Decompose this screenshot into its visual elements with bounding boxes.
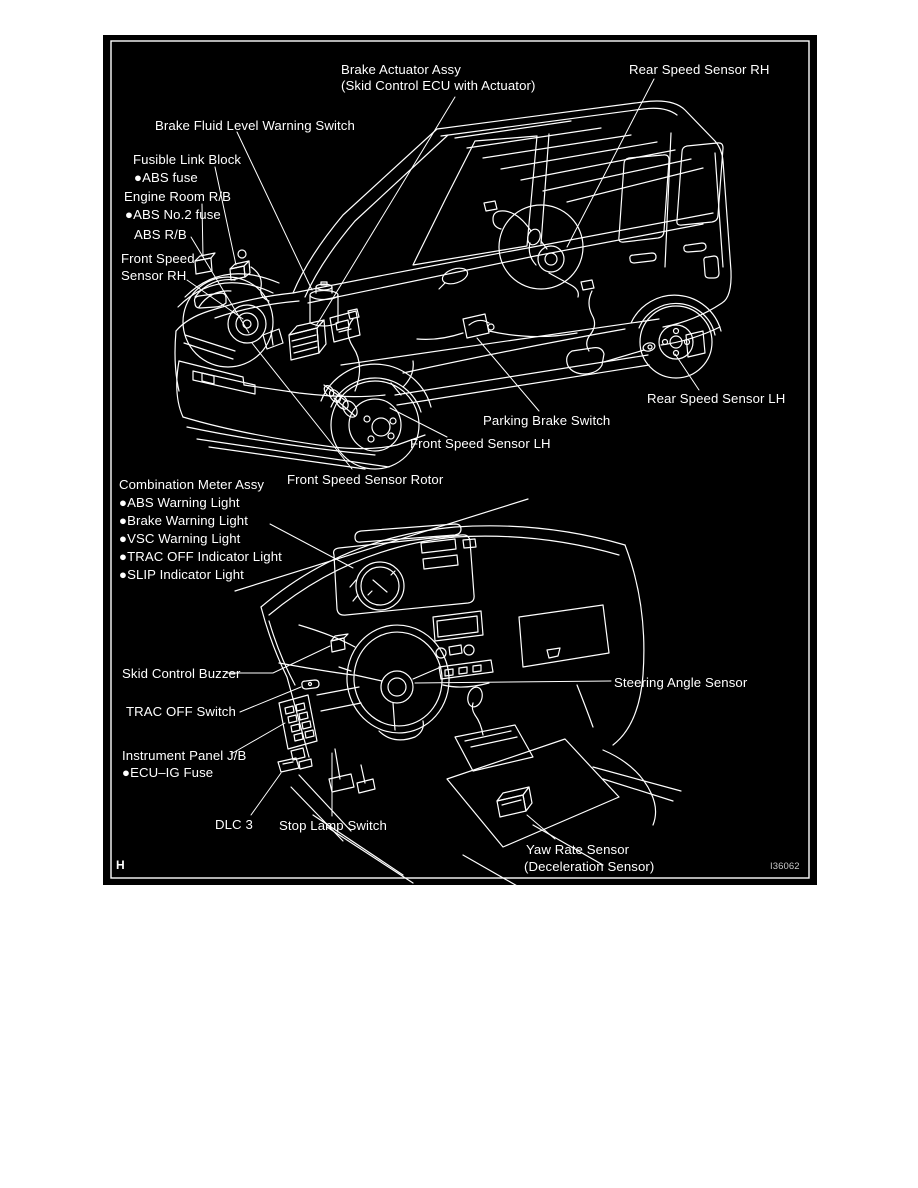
label-yaw-rate-sensor-1: Yaw Rate Sensor [526, 842, 630, 857]
corner-mark: H [116, 858, 125, 872]
component-location-diagram [103, 35, 817, 885]
label-abs-warning-light: ●ABS Warning Light [119, 495, 240, 510]
label-stop-lamp-switch: Stop Lamp Switch [279, 818, 387, 833]
label-rear-speed-sensor-lh: Rear Speed Sensor LH [647, 391, 786, 406]
label-brake-warning-light: ●Brake Warning Light [119, 513, 248, 528]
figure-code: I36062 [770, 861, 800, 872]
label-fusible-link-block: Fusible Link Block [133, 152, 242, 167]
label-brake-fluid-level-warning-switch: Brake Fluid Level Warning Switch [155, 118, 355, 133]
label-skid-control-buzzer: Skid Control Buzzer [122, 666, 241, 681]
label-front-speed-sensor-rotor: Front Speed Sensor Rotor [287, 472, 444, 487]
label-slip-indicator-light: ●SLIP Indicator Light [119, 567, 244, 582]
label-yaw-rate-sensor-2: (Deceleration Sensor) [524, 859, 655, 874]
label-instrument-panel-jb: Instrument Panel J/B [122, 748, 247, 763]
exterior-vehicle-drawing [175, 101, 731, 469]
label-brake-actuator-assy: Brake Actuator Assy [341, 62, 461, 77]
label-steering-angle-sensor: Steering Angle Sensor [614, 675, 748, 690]
label-vsc-warning-light: ●VSC Warning Light [119, 531, 241, 546]
label-trac-off-switch: TRAC OFF Switch [126, 704, 236, 719]
label-front-speed-sensor-lh: Front Speed Sensor LH [410, 436, 551, 451]
label-front-speed-sensor-rh-2: Sensor RH [121, 268, 187, 283]
label-ecu-ig-fuse: ●ECU–IG Fuse [122, 765, 214, 780]
label-dlc3: DLC 3 [215, 817, 253, 832]
label-abs-rb: ABS R/B [134, 227, 187, 242]
label-brake-actuator-sub: (Skid Control ECU with Actuator) [341, 78, 536, 93]
label-front-speed-sensor-rh-1: Front Speed [121, 251, 195, 266]
label-combination-meter-assy: Combination Meter Assy [119, 477, 265, 492]
label-abs-no2-fuse: ●ABS No.2 fuse [125, 207, 221, 222]
label-rear-speed-sensor-rh: Rear Speed Sensor RH [629, 62, 770, 77]
label-parking-brake-switch: Parking Brake Switch [483, 413, 611, 428]
label-abs-fuse: ●ABS fuse [134, 170, 198, 185]
label-trac-off-indicator-light: ●TRAC OFF Indicator Light [119, 549, 282, 564]
label-engine-room-rb: Engine Room R/B [124, 189, 232, 204]
